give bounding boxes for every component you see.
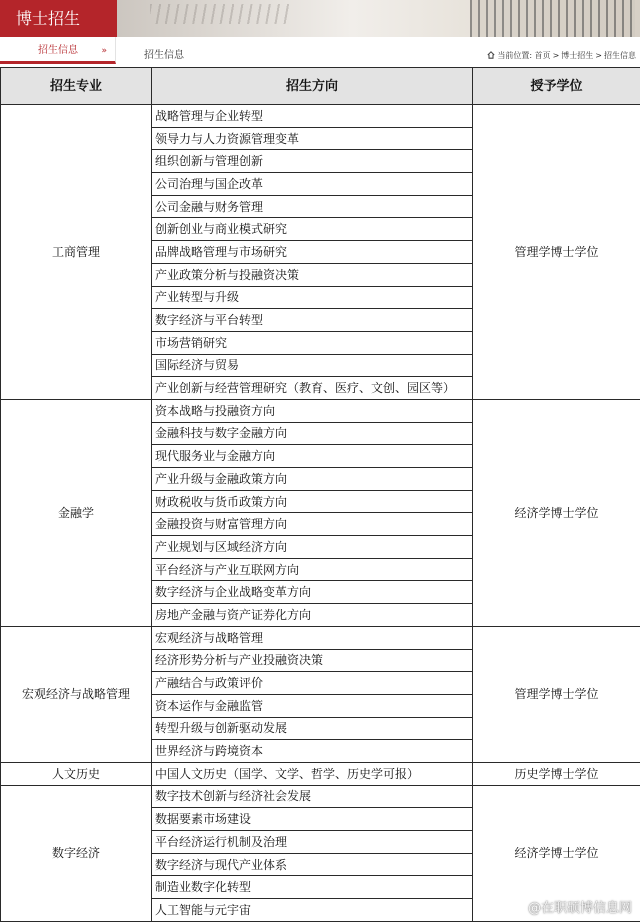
degree-cell: 管理学博士学位 — [473, 105, 640, 400]
major-cell: 宏观经济与战略管理 — [1, 626, 152, 762]
direction-cell: 产业政策分析与投融资决策 — [152, 263, 473, 286]
direction-cell: 战略管理与企业转型 — [152, 105, 473, 128]
degree-cell: 经济学博士学位 — [473, 399, 640, 626]
direction-cell: 创新创业与商业模式研究 — [152, 218, 473, 241]
direction-cell: 组织创新与管理创新 — [152, 150, 473, 173]
direction-cell: 市场营销研究 — [152, 331, 473, 354]
direction-cell: 品牌战略管理与市场研究 — [152, 241, 473, 264]
column-header-direction: 招生方向 — [152, 68, 473, 105]
column-header-major: 招生专业 — [1, 68, 152, 105]
notebook-coil-decoration — [470, 0, 635, 37]
direction-cell: 数字经济与企业战略变革方向 — [152, 581, 473, 604]
direction-cell: 公司金融与财务管理 — [152, 195, 473, 218]
direction-cell: 房地产金融与资产证券化方向 — [152, 604, 473, 627]
direction-cell: 世界经济与跨境资本 — [152, 740, 473, 763]
double-chevron-icon: » — [101, 37, 107, 65]
direction-cell: 财政税收与货币政策方向 — [152, 490, 473, 513]
degree-cell: 历史学博士学位 — [473, 762, 640, 785]
direction-cell: 产融结合与政策评价 — [152, 672, 473, 695]
direction-cell: 经济形势分析与产业投融资决策 — [152, 649, 473, 672]
home-icon — [487, 51, 495, 59]
header-banner — [0, 0, 640, 37]
admission-table — [0, 67, 640, 922]
direction-cell: 转型升级与创新驱动发展 — [152, 717, 473, 740]
direction-cell: 数据要素市场建设 — [152, 808, 473, 831]
direction-cell: 国际经济与贸易 — [152, 354, 473, 377]
direction-cell: 资本战略与投融资方向 — [152, 399, 473, 422]
table-row — [1, 105, 640, 128]
breadcrumb-prefix: 当前位置: — [497, 51, 532, 60]
sub-navigation — [0, 37, 640, 68]
direction-cell: 公司治理与国企改革 — [152, 173, 473, 196]
direction-cell: 数字经济与平台转型 — [152, 309, 473, 332]
column-header-degree: 授予学位 — [473, 68, 640, 105]
direction-cell: 制造业数字化转型 — [152, 876, 473, 899]
sidebar-item-admission-info[interactable] — [0, 37, 116, 64]
breadcrumb: 当前位置: 首页 > 博士招生 > 招生信息 — [487, 37, 636, 74]
table-header-row — [1, 68, 640, 105]
table-row — [1, 399, 640, 422]
table-body — [1, 105, 640, 922]
direction-cell: 数字经济与现代产业体系 — [152, 853, 473, 876]
table-row — [1, 626, 640, 649]
sidebar-item-label: 招生信息 — [38, 45, 78, 56]
major-cell: 工商管理 — [1, 105, 152, 400]
table-row — [1, 762, 640, 785]
breadcrumb-doctoral[interactable]: 博士招生 — [561, 51, 593, 60]
direction-cell: 中国人文历史（国学、文学、哲学、历史学可报） — [152, 762, 473, 785]
degree-cell: 经济学博士学位 — [473, 785, 640, 921]
direction-cell: 领导力与人力资源管理变革 — [152, 127, 473, 150]
direction-cell: 产业转型与升级 — [152, 286, 473, 309]
direction-cell: 金融投资与财富管理方向 — [152, 513, 473, 536]
major-cell: 数字经济 — [1, 785, 152, 921]
direction-cell: 现代服务业与金融方向 — [152, 445, 473, 468]
breadcrumb-home[interactable]: 首页 — [535, 51, 551, 60]
direction-cell: 资本运作与金融监管 — [152, 694, 473, 717]
direction-cell: 产业升级与金融政策方向 — [152, 468, 473, 491]
direction-cell: 人工智能与元宇宙 — [152, 899, 473, 922]
direction-cell: 金融科技与数字金融方向 — [152, 422, 473, 445]
watermark: @在职硕博信息网 — [528, 897, 632, 916]
major-cell: 金融学 — [1, 399, 152, 626]
direction-cell: 产业创新与经营管理研究（教育、医疗、文创、园区等） — [152, 377, 473, 400]
direction-cell: 数字技术创新与经济社会发展 — [152, 785, 473, 808]
direction-cell: 平台经济与产业互联网方向 — [152, 558, 473, 581]
major-cell: 人文历史 — [1, 762, 152, 785]
site-brand[interactable]: 博士招生 — [0, 0, 117, 37]
table-row — [1, 785, 640, 808]
page-title: 招生信息 — [144, 37, 184, 74]
degree-cell: 管理学博士学位 — [473, 626, 640, 762]
direction-cell: 平台经济运行机制及治理 — [152, 831, 473, 854]
breadcrumb-current: 招生信息 — [604, 51, 636, 60]
direction-cell: 产业规划与区域经济方向 — [152, 536, 473, 559]
banner-decoration — [150, 4, 290, 24]
direction-cell: 宏观经济与战略管理 — [152, 626, 473, 649]
